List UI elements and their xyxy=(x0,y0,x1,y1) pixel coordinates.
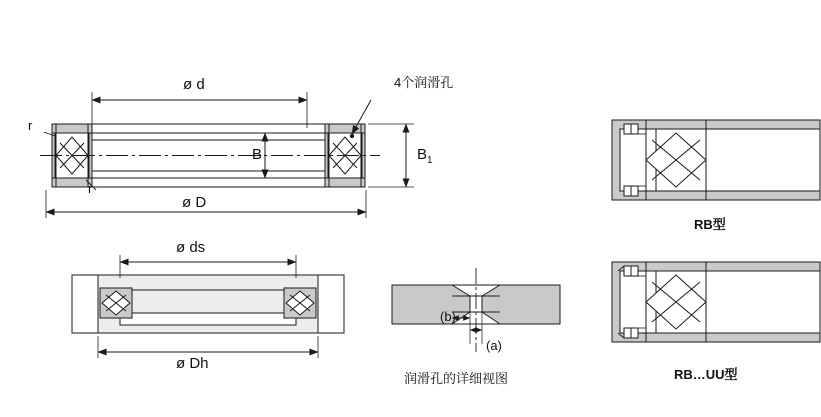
dim-label-ds: ø ds xyxy=(176,239,206,256)
dim-label-B1: $B_1$ xyxy=(417,146,433,166)
dim-label-d: ø d xyxy=(183,76,205,93)
dim-label-B: B xyxy=(252,146,263,163)
rb-type-caption: RB型 xyxy=(694,217,726,232)
mounting-section xyxy=(72,255,344,358)
dim-label-Dh: ø Dh xyxy=(176,355,209,372)
detail-label-a: (a) xyxy=(486,338,502,353)
dim-label-r-left: r xyxy=(28,118,33,133)
rb-type-view xyxy=(612,120,820,200)
lube-hole-callout-label: 4个润滑孔 xyxy=(394,75,454,90)
dim-label-D: ø D xyxy=(182,194,207,211)
detail-label-b: (b) xyxy=(440,309,456,324)
dim-d xyxy=(92,92,307,128)
hole-detail-caption: 润滑孔的详细视图 xyxy=(404,371,509,386)
rb-uu-type-view xyxy=(612,262,820,342)
rb-uu-type-caption: RB…UU型 xyxy=(674,367,738,382)
dim-label-r-bottom: r xyxy=(88,181,93,196)
dim-label-B1-subscript: 1 xyxy=(427,155,433,166)
lube-hole-detail-view xyxy=(392,268,560,352)
